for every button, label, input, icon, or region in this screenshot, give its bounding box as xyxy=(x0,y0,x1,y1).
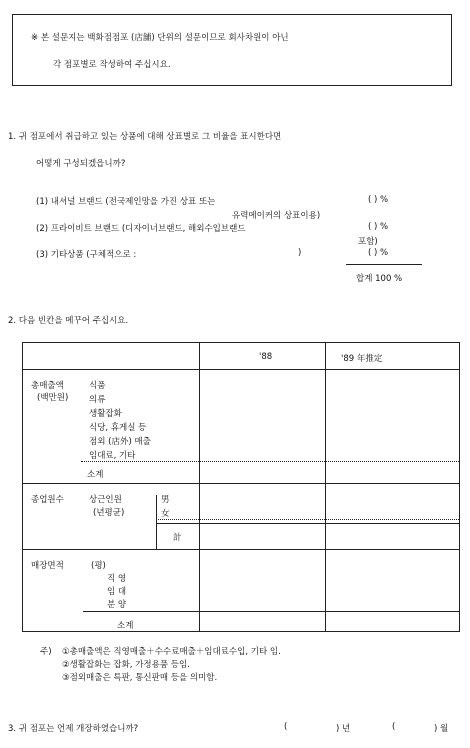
staff-inner-col xyxy=(156,495,157,549)
area-item-direct: 직 영 xyxy=(107,574,127,584)
q3-text: 3. 귀 점포는 언제 개장하였습니까? xyxy=(8,724,139,734)
staff-label: 종업원수 xyxy=(31,495,64,505)
row-line-area-sub xyxy=(83,611,459,612)
sales-item-offstore: 점외 (店外) 매출 xyxy=(89,437,151,447)
col-line-1 xyxy=(199,343,200,631)
staff-sub-label: 상근인원 xyxy=(89,495,122,505)
row-line-staff-mid xyxy=(156,519,459,520)
row-line-staff xyxy=(23,549,459,550)
sales-subtotal: 소계 xyxy=(87,470,104,480)
q1-item-other: (3) 기타상품 (구체적으로 : xyxy=(36,250,137,260)
sales-item-rent: 임대료, 기타 xyxy=(89,451,136,461)
sales-unit: (백만원) xyxy=(37,393,69,403)
q1-item-private-brand-cont: 포함) xyxy=(358,237,378,247)
row-line-sales-sub xyxy=(81,461,459,462)
notice-line-2: 각 점포별로 작성하여 주십시요. xyxy=(53,60,171,70)
col-line-2 xyxy=(325,343,326,631)
row-line-staff-sub xyxy=(156,523,459,524)
q3-year-field[interactable]: ) 년 xyxy=(336,724,351,734)
header-88: '88 xyxy=(259,352,273,362)
q1-text-line-2: 어떻게 구성되겠읍니까? xyxy=(36,159,126,169)
sales-item-household: 생활잡화 xyxy=(89,409,122,419)
header-89-estimate: '89 年推定 xyxy=(341,354,383,364)
row-line-sales xyxy=(23,483,459,484)
area-item-sale: 분 양 xyxy=(107,600,127,610)
staff-female: 女 xyxy=(161,509,170,519)
q2-table xyxy=(22,342,460,632)
note-2: ②생활잡화는 잡화, 가정용품 등임. xyxy=(62,660,190,670)
q2-title: 2. 다음 빈칸을 메꾸어 주십시요. xyxy=(8,316,129,326)
note-3: ③점외매출은 특판, 통신판매 등을 의미함. xyxy=(62,673,218,683)
q1-private-brand-percent-field[interactable]: ( ) % xyxy=(368,222,389,232)
staff-male: 男 xyxy=(161,495,170,505)
q1-item-other-paren: ) xyxy=(298,248,302,258)
sales-item-restaurant: 식당, 휴게실 등 xyxy=(89,423,147,433)
area-subtotal: 소계 xyxy=(117,621,134,631)
row-line-header xyxy=(23,369,459,370)
q1-text-line-1: 1. 귀 점포에서 취급하고 있는 상품에 대해 상표별로 그 비율을 표시한다면 xyxy=(8,132,282,142)
q1-item-national-brand-cont: 유력메이커의 상표이용) xyxy=(232,211,321,221)
sales-item-food: 식품 xyxy=(89,381,106,391)
sales-label: 총매출액 xyxy=(31,381,64,391)
area-item-lease: 임 대 xyxy=(107,587,127,597)
q3-month-field[interactable]: ) 월 xyxy=(434,724,449,734)
q1-total: 합계 100 % xyxy=(356,274,403,284)
q3-year-open: ( xyxy=(284,722,288,732)
q1-item-private-brand: (2) 프라이비트 브랜드 (디자이너브랜드, 해외수입브랜드 xyxy=(36,224,246,234)
area-unit: (평) xyxy=(91,561,106,571)
staff-sub-unit: (년평균) xyxy=(93,508,125,518)
q1-item-national-brand: (1) 내셔널 브랜드 (전국제인망을 가진 상표 또는 xyxy=(36,197,216,207)
notice-box xyxy=(12,14,452,86)
notes-prefix: 주) xyxy=(40,647,52,657)
sales-item-clothing: 의류 xyxy=(89,395,106,405)
area-label: 매장면적 xyxy=(31,561,64,571)
q1-other-percent-field[interactable]: ( ) % xyxy=(368,248,389,258)
notice-line-1: ※ 본 설문지는 백화점점포 (店舖) 단위의 설문이므로 회사차원이 아닌 xyxy=(31,33,289,43)
q1-total-rule xyxy=(346,264,422,265)
q3-month-open: ( xyxy=(392,722,396,732)
q1-national-brand-percent-field[interactable]: ( ) % xyxy=(368,195,389,205)
staff-total: 計 xyxy=(173,533,182,543)
note-1: ①총매출액은 직영매출＋수수료매출＋임대료수입, 기타 임. xyxy=(62,647,281,657)
